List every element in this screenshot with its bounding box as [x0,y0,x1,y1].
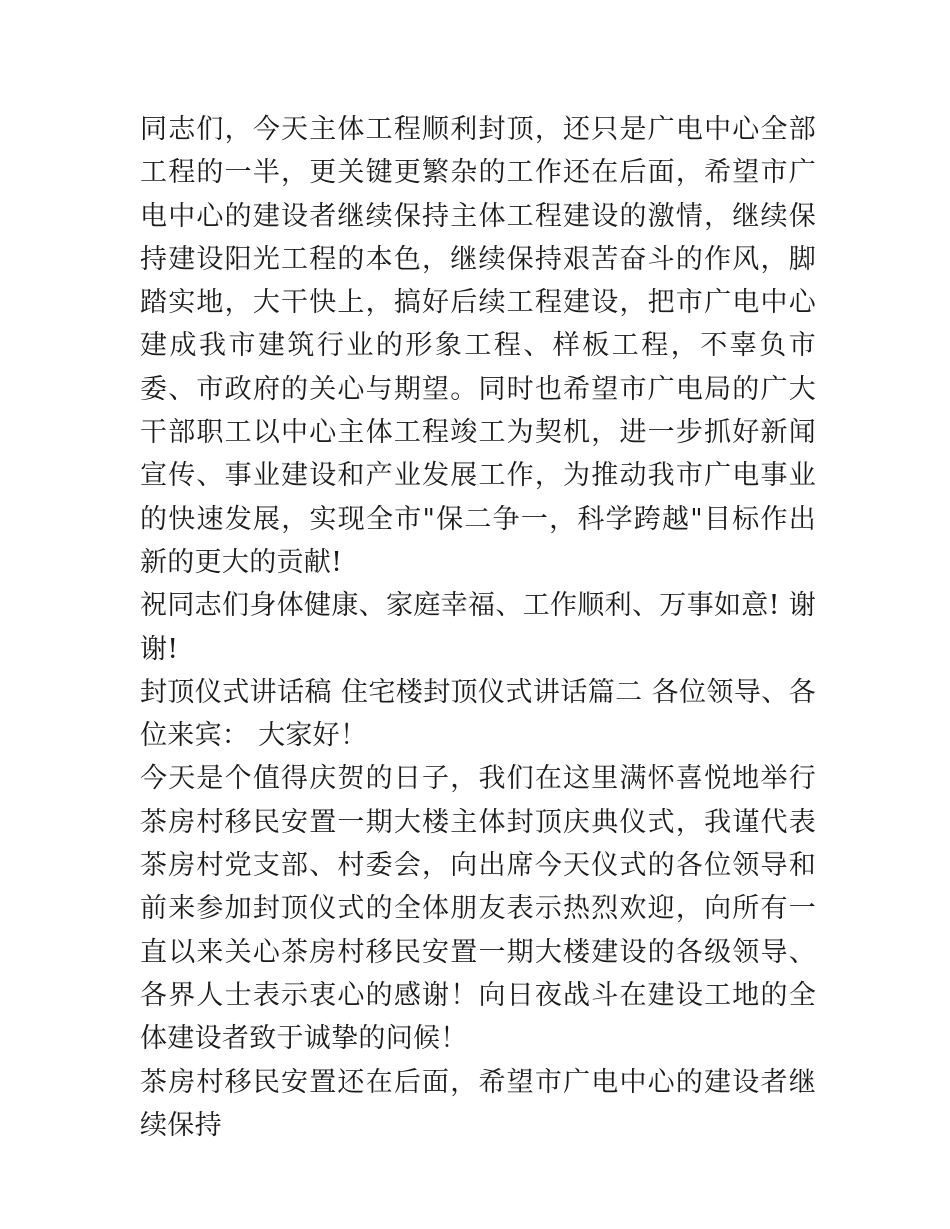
paragraph-continuation: 茶房村移民安置还在后面，希望市广电中心的建设者继续保持 [140,1066,816,1141]
paragraph-blessing: 祝同志们身体健康、家庭幸福、工作顺利、万事如意! 谢谢! [140,590,816,665]
paragraph-section-heading: 封顶仪式讲话稿 住宅楼封顶仪式讲话篇二 各位领导、各位来宾： 大家好！ [140,676,816,752]
paragraph-closing-remarks: 同志们，今天主体工程顺利封顶，还只是广电中心全部工程的一半，更关键更繁杂的工作还在后面，希望市广电中心的建设者继续保持主体工程建设的激情，继续保持建设阳光工程的本色，继续保持艰苦奋斗的作风，脚踏实地，大干快上，搞好后续工程建设，把市广电中心建成我市建筑行业的形象工程、样板工程，不辜负市委、市政府的关心与期望。同时也希望市广电局的广大干部职工以中心主体工程竣工为契机，进一步抓好新闻宣传、事业建设和产业发展工作，为推动我市广电事业的快速发展，实现全市"保二争一，科学跨越"目标作出新的更大的贡献! [140,114,816,578]
document-body [140,108,816,1147]
paragraph-welcome: 今天是个值得庆贺的日子，我们在这里满怀喜悦地举行茶房村移民安置一期大楼主体封顶庆典仪式，我谨代表茶房村党支部、村委会，向出席今天仪式的各位领导和前来参加封顶仪式的全体朋友表示热烈欢迎，向所有一直以来关心茶房村移民安置一期大楼建设的各级领导、各界人士表示衷心的感谢！向日夜战斗在建设工地的全体建设者致于诚挚的问候！ [140,763,816,1055]
